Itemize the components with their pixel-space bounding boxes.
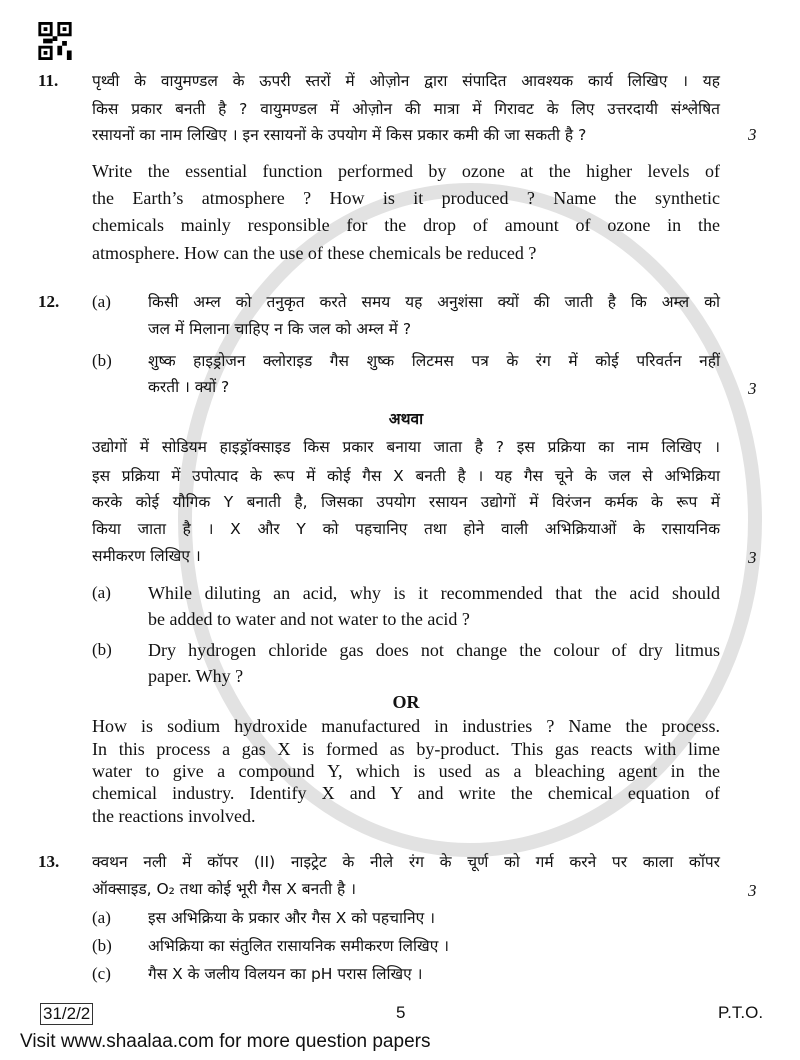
question-text: किया जाता है । X और Y को पहचानिए तथा होने वाली अभिक्रियाओं के रासायनिक bbox=[92, 520, 720, 538]
question-text: Write the essential function performed by ozone at the higher levels of bbox=[92, 161, 720, 181]
question-text: इस प्रक्रिया में उपोत्पाद के रूप में कोई गैस X बनती है । यह गैस चूने के जल से अभिक्रिया bbox=[92, 467, 720, 485]
part-label: (a) bbox=[92, 908, 111, 927]
question-text: water to give a compound Y, which is used as a bleaching agent in the bbox=[92, 761, 720, 781]
question-number: 11. bbox=[38, 71, 59, 90]
pto-label: P.T.O. bbox=[718, 1003, 764, 1022]
part-label: (b) bbox=[92, 640, 112, 659]
question-text: While diluting an acid, why is it recommended that the acid should bbox=[148, 583, 720, 603]
marks: 3 bbox=[748, 379, 757, 398]
or-heading: अथवा bbox=[388, 410, 424, 428]
part-label: (b) bbox=[92, 351, 112, 370]
question-text: पृथ्वी के वायुमण्डल के ऊपरी स्तरों में ओज़ोन द्वारा संपादित आवश्यक कार्य लिखिए । यह bbox=[92, 72, 720, 90]
part-label: (c) bbox=[92, 964, 111, 983]
question-text: क्वथन नली में कॉपर (II) नाइट्रेट के नीले रंग के चूर्ण को गर्म करने पर काला कॉपर bbox=[92, 853, 720, 871]
question-text: ऑक्साइड, O₂ तथा कोई भूरी गैस X बनती है । bbox=[92, 880, 357, 898]
part-label: (a) bbox=[92, 292, 111, 311]
question-text: इस अभिक्रिया के प्रकार और गैस X को पहचानिए । bbox=[148, 909, 435, 927]
question-text: किसी अम्ल को तनुकृत करते समय यह अनुशंसा क्यों की जाती है कि अम्ल को bbox=[148, 293, 720, 311]
question-text: रसायनों का नाम लिखिए । इन रसायनों के उपयोग में किस प्रकार कमी की जा सकती है ? bbox=[92, 126, 587, 144]
question-text: paper. Why ? bbox=[148, 666, 244, 686]
question-text: अभिक्रिया का संतुलित रासायनिक समीकरण लिखिए । bbox=[148, 937, 450, 955]
paper-code: 31/2/2 bbox=[40, 1003, 93, 1025]
marks: 3 bbox=[748, 125, 757, 144]
question-text: गैस X के जलीय विलयन का pH परास लिखिए । bbox=[148, 965, 423, 983]
visit-link[interactable]: Visit www.shaalaa.com for more question papers bbox=[20, 1031, 431, 1052]
page-number: 5 bbox=[396, 1003, 406, 1022]
question-text: करके कोई यौगिक Y बनाती है, जिसका उपयोग रसायन उद्योगों में विरंजन कर्मक के रूप में bbox=[92, 493, 720, 511]
question-text: chemicals mainly responsible for the drop of amount of ozone in the bbox=[92, 215, 720, 235]
question-text: जल में मिलाना चाहिए न कि जल को अम्ल में ? bbox=[148, 320, 412, 338]
question-text: शुष्क हाइड्रोजन क्लोराइड गैस शुष्क लिटमस पत्र के रंग में कोई परिवर्तन नहीं bbox=[148, 352, 720, 370]
part-label: (a) bbox=[92, 583, 111, 602]
question-text: How is sodium hydroxide manufactured in industries ? Name the process. bbox=[92, 716, 720, 736]
question-text: be added to water and not water to the acid ? bbox=[148, 609, 470, 629]
qr-code-icon bbox=[38, 22, 72, 60]
question-text: the Earth’s atmosphere ? How is it produced ? Name the synthetic bbox=[92, 188, 720, 208]
question-text: Dry hydrogen chloride gas does not change the colour of dry litmus bbox=[148, 640, 720, 660]
question-text: करती । क्यों ? bbox=[148, 378, 230, 396]
question-number: 13. bbox=[38, 852, 60, 871]
question-text: atmosphere. How can the use of these chemicals be reduced ? bbox=[92, 243, 537, 263]
question-text: chemical industry. Identify X and Y and write the chemical equation of bbox=[92, 783, 720, 803]
question-text: the reactions involved. bbox=[92, 806, 256, 826]
marks: 3 bbox=[748, 881, 757, 900]
question-text: किस प्रकार बनती है ? वायुमण्डल में ओज़ोन की मात्रा में गिरावट के लिए उत्तरदायी संश्लेषित bbox=[92, 100, 720, 118]
question-text: In this process a gas X is formed as by-product. This gas reacts with lime bbox=[92, 739, 720, 759]
question-number: 12. bbox=[38, 292, 60, 311]
part-label: (b) bbox=[92, 936, 112, 955]
question-text: उद्योगों में सोडियम हाइड्रॉक्साइड किस प्रकार बनाया जाता है ? इस प्रक्रिया का नाम लिखिए । bbox=[92, 438, 720, 456]
or-heading: OR bbox=[392, 692, 420, 712]
question-text: समीकरण लिखिए । bbox=[92, 547, 201, 565]
marks: 3 bbox=[748, 548, 757, 567]
